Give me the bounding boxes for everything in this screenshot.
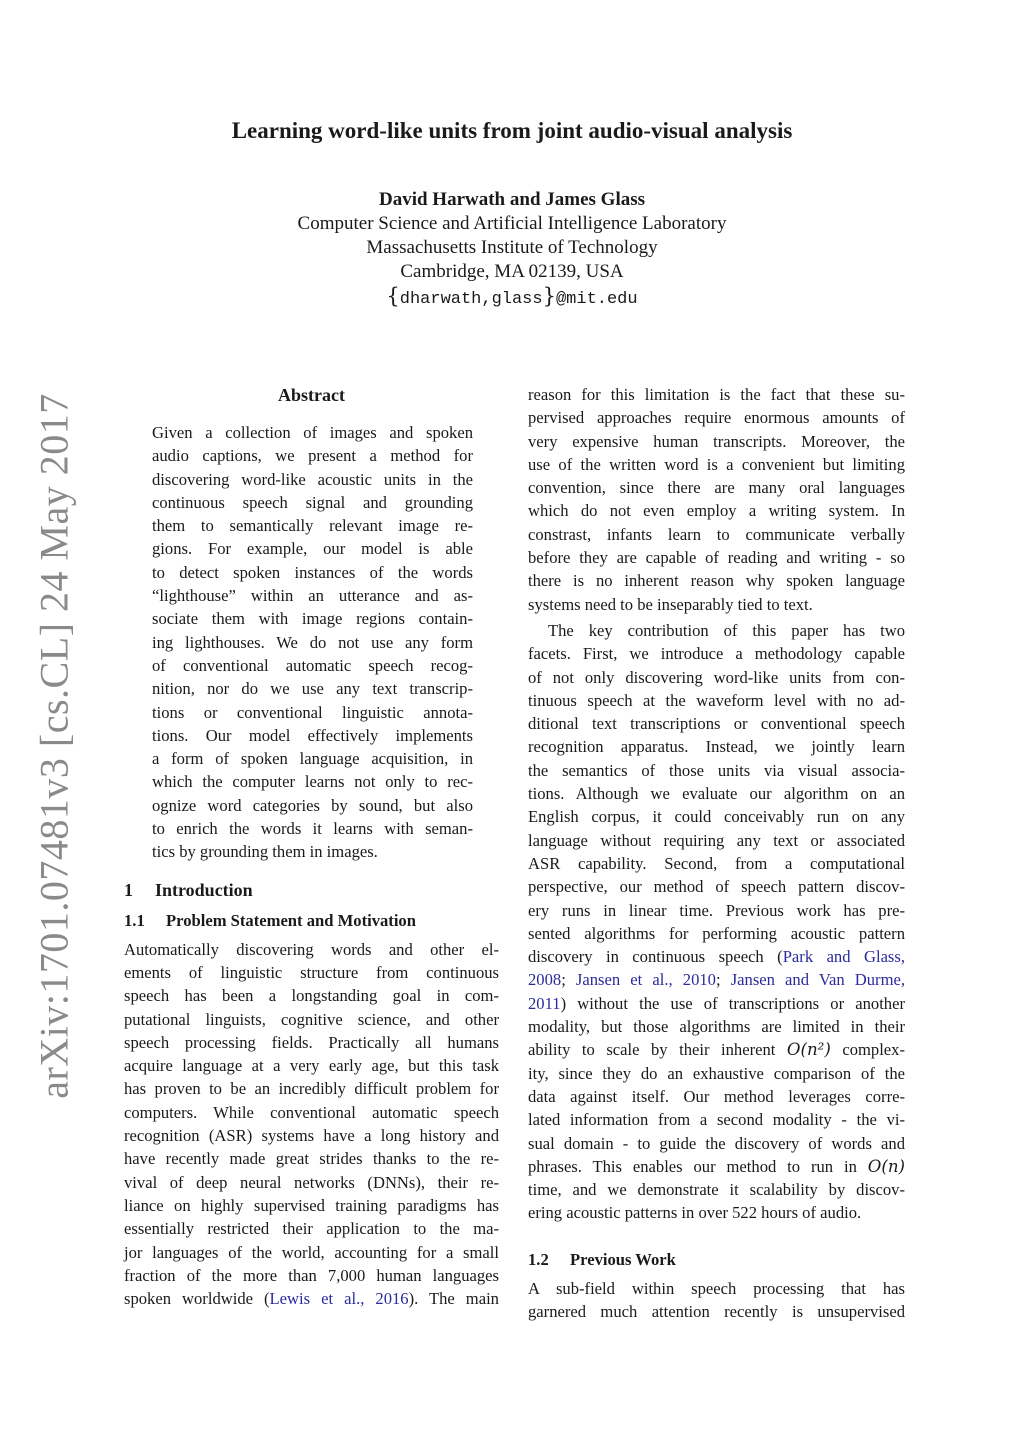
left-column (124, 383, 499, 1310)
math-complexity-linear: O(n) (867, 1156, 905, 1176)
body-line: recognition apparatus. Instead, we jointly learn (528, 737, 905, 757)
citation-link-jansen-van-durme-year[interactable]: 2011 (528, 993, 561, 1013)
intro-paragraph (124, 938, 499, 1311)
section-gap (528, 1225, 905, 1241)
body-line: constrast, infants learn to communicate verbally (528, 524, 905, 544)
body-line: fraction of the more than 7,000 human languages (124, 1265, 499, 1285)
body-text: ; (715, 970, 731, 990)
intro-paragraph-continued (528, 383, 905, 616)
body-line: tions. Although we evaluate our algorithm on an (528, 784, 905, 804)
body-line: The key contribution of this paper has two (548, 620, 905, 640)
body-text: ) without the use of transcriptions or another (560, 993, 905, 1013)
arxiv-identifier-stamp: arXiv:1701.07481v3 [cs.CL] 24 May 2017 (31, 393, 77, 1099)
email-brace-close: } (542, 284, 556, 308)
body-line: garnered much attention recently is unsupervised (528, 1301, 905, 1321)
author-emails (0, 284, 1024, 312)
citation-link-jansen-2010[interactable]: Jansen et al., 2010 (575, 970, 716, 990)
body-line: sual domain - to guide the discovery of words and (528, 1133, 905, 1153)
abstract-line: ognize word categories by sound, but also (152, 795, 473, 815)
body-line: tinuous speech at the waveform level with no ad- (528, 690, 905, 710)
subsection-heading-previous-work (528, 1249, 905, 1271)
affiliation-lab: Computer Science and Artificial Intelligence Laboratory (297, 213, 727, 234)
body-line: pervised approaches require enormous amounts of (528, 408, 905, 428)
body-line: perspective, our method of speech pattern discov- (528, 877, 905, 897)
body-text: ability to scale by their inherent (528, 1040, 787, 1060)
body-line: essentially restricted their application to the ma- (124, 1219, 499, 1239)
body-line (528, 945, 905, 968)
body-line: sented algorithms for performing acoustic pattern (528, 923, 905, 943)
body-line: which do not even employ a writing system. In (528, 501, 905, 521)
body-line: reason for this limitation is the fact that these su- (528, 385, 905, 404)
body-line: language without requiring any text or associated (528, 830, 905, 850)
body-line (528, 968, 905, 991)
abstract-line: of conventional automatic speech recog- (152, 655, 473, 675)
body-line (528, 1155, 905, 1178)
body-line: lated information from a second modality - the vi- (528, 1110, 905, 1130)
citation-link-park-glass[interactable]: Park and Glass, (782, 947, 905, 967)
body-text: discovery in continuous speech ( (528, 947, 783, 967)
body-line: use of the written word is a convenient but limiting (528, 454, 905, 474)
subsection-number: 1.2 (528, 1249, 549, 1269)
body-line (528, 1038, 905, 1061)
body-line: data against itself. Our method leverages corre- (528, 1086, 905, 1106)
paper-title: Learning word-like units from joint audio-visual analysis (231, 118, 793, 143)
body-line: ery runs in linear time. Previous work has pre- (528, 900, 905, 920)
abstract-line: discovering word-like acoustic units in the (152, 469, 473, 489)
body-line (528, 992, 905, 1015)
abstract-line: tions. Our model effectively implements (152, 725, 473, 745)
body-line: A sub-field within speech processing that has (528, 1278, 905, 1298)
citation-link-lewis-2016[interactable]: Lewis et al., 2016 (269, 1289, 409, 1309)
body-text: spoken worldwide ( (124, 1289, 270, 1309)
body-line: there is no inherent reason why spoken language (528, 571, 905, 591)
abstract-line: nition, nor do we use any text transcrip- (152, 679, 473, 699)
body-line: of not only discovering word-like units from con- (528, 667, 905, 687)
abstract-line: sociate them with image regions contain- (152, 609, 473, 629)
email-brace-open: { (386, 284, 400, 308)
math-complexity-quadratic: O(n²) (786, 1040, 831, 1060)
abstract-line: tions or conventional linguistic annota- (152, 702, 473, 722)
body-line: has proven to be an incredibly difficult problem for (124, 1079, 499, 1099)
body-line: speech has been a longstanding goal in com- (124, 986, 499, 1006)
body-line: ditional text transcriptions or conventional speech (528, 714, 905, 734)
abstract-line: to enrich the words it learns with seman- (152, 819, 473, 839)
citation-link-park-glass-year[interactable]: 2008 (528, 970, 562, 990)
previous-work-paragraph (528, 1277, 905, 1324)
abstract-line: them to semantically relevant image re- (152, 516, 473, 536)
abstract-line: continuous speech signal and grounding (152, 492, 473, 512)
abstract-body (152, 421, 473, 864)
section-number: 1 (124, 879, 133, 900)
abstract-heading: Abstract (278, 385, 345, 405)
body-line: speech processing fields. Practically all humans (124, 1032, 499, 1052)
body-line: acquire language at a very early age, but this task (124, 1056, 499, 1076)
section-title: Introduction (155, 879, 253, 900)
abstract-line: a form of spoken language acquisition, in (152, 749, 473, 769)
body-line: before they are capable of reading and writing - so (528, 548, 905, 568)
body-line: English corpus, it could conceivably run on any (528, 807, 905, 827)
section-heading-introduction (124, 878, 499, 902)
right-column (528, 383, 905, 1323)
body-text: ). The main (408, 1289, 499, 1309)
abstract-line: Given a collection of images and spoken (152, 423, 473, 442)
body-line: jor languages of the world, accounting for a small (124, 1242, 499, 1262)
body-line: recognition (ASR) systems have a long history and (124, 1126, 499, 1146)
body-text: phrases. This enables our method to run in (528, 1156, 868, 1176)
body-line (124, 1287, 499, 1310)
body-line: modality, but those algorithms are limited in their (528, 1017, 905, 1037)
body-line: time, and we demonstrate it scalability by discov- (528, 1180, 905, 1200)
body-line: ASR capability. Second, from a computational (528, 853, 905, 873)
email-domain: @mit.edu (555, 290, 638, 309)
abstract-line: “lighthouse” within an utterance and as- (152, 586, 473, 606)
email-users: dharwath,glass (399, 290, 543, 309)
body-line: Automatically discovering words and other el- (124, 939, 499, 959)
body-line: ements of linguistic structure from continuous (124, 962, 499, 982)
subsection-heading-problem-statement (124, 910, 499, 932)
subsection-title: Previous Work (570, 1249, 676, 1269)
subsection-number: 1.1 (124, 910, 145, 930)
subsection-title: Problem Statement and Motivation (166, 910, 416, 930)
body-line: putational linguists, cognitive science, and other (124, 1009, 499, 1029)
body-text: ; (561, 970, 576, 990)
body-line: have recently made great strides thanks to the re- (124, 1149, 499, 1169)
abstract-line: gions. For example, our model is able (152, 539, 473, 559)
body-line: convention, since there are many oral languages (528, 478, 905, 498)
body-line: systems need to be inseparably tied to text. (528, 594, 813, 614)
body-line: ering acoustic patterns in over 522 hours of audio. (528, 1203, 862, 1223)
abstract-line: to detect spoken instances of the words (152, 562, 473, 582)
affiliation-address: Cambridge, MA 02139, USA (400, 261, 624, 282)
author-block (0, 188, 1024, 312)
body-line: very expensive human transcripts. Moreover, the (528, 431, 905, 451)
author-names: David Harwath and James Glass (378, 189, 646, 210)
abstract-line: audio captions, we present a method for (152, 446, 473, 466)
body-line: facets. First, we introduce a methodology capable (528, 644, 905, 664)
contribution-paragraph (528, 619, 905, 1225)
body-line: ity, since they do an exhaustive comparison of the (528, 1063, 905, 1083)
body-line: liance on highly supervised training paradigms has (124, 1195, 499, 1215)
body-line: computers. While conventional automatic speech (124, 1102, 499, 1122)
abstract-line: tics by grounding them in images. (152, 842, 378, 862)
body-line: vival of deep neural networks (DNNs), their re- (124, 1172, 499, 1192)
abstract-line: ing lighthouses. We do not use any form (152, 632, 473, 652)
abstract-line: which the computer learns not only to rec- (152, 772, 473, 792)
body-line: the semantics of those units via visual associa- (528, 760, 905, 780)
affiliation-institute: Massachusetts Institute of Technology (366, 237, 658, 258)
citation-link-jansen-van-durme[interactable]: Jansen and Van Durme, (730, 970, 905, 990)
body-text: complex- (830, 1040, 905, 1060)
